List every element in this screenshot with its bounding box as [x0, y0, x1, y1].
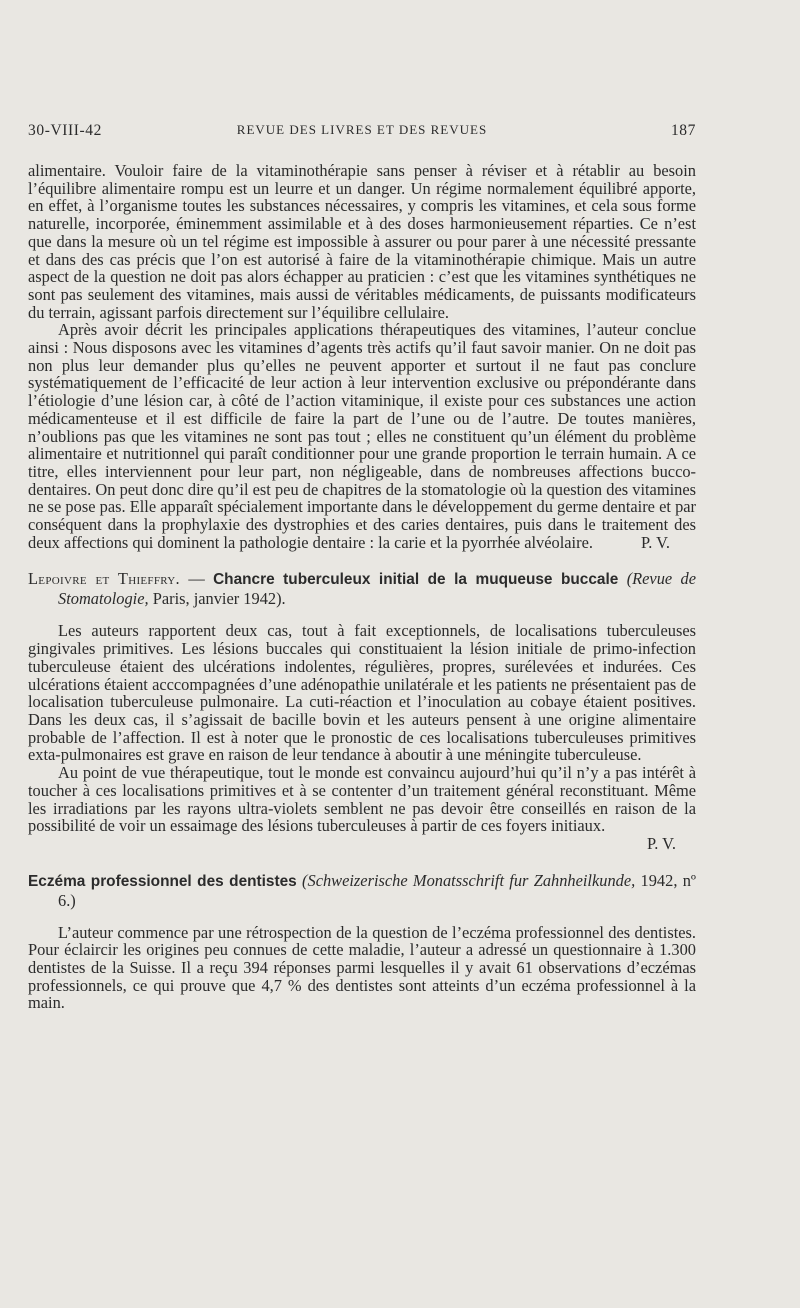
header-date: 30-VIII-42 — [28, 122, 103, 139]
paragraph: alimentaire. Vouloir faire de la vitaminothérapie sans penser à réviser et à rétablir au besoin l’équilibre alimentaire rompu est un leurre et un danger. Un régime normalement équilibré apporte, en effet, à l’organisme toutes les substances nécessaires, y compris les vitamines, et cela sous forme naturelle, incorporée, éminemment assimilable et à des doses harmonieusement réparties. Ce n’est que dans la mesure où un tel régime est impossible à assurer ou pour parer à une nécessité pressante et dans des cas précis que l’on est autorisé à faire de la vitaminothérapie chimique. Mais un autre aspect de la question ne doit pas alors échapper au praticien : c’est que les vitamines synthétiques ne sont pas seulement des vitamines, mais aussi de véritables médicaments, de puissants modificateurs du terrain, agissant parfois directement sur l’équilibre cellulaire. — [28, 161, 696, 322]
paragraph: L’auteur commence par une rétrospection de la question de l’eczéma professionnel des dentistes. Pour éclaircir les origines peu connues de cette maladie, l’auteur a adressé un questionnaire à 1.300 dentistes de la Suisse. Il a reçu 394 réponses parmi lesquelles il y avait 61 observations d’eczémas professionnels, ce qui prouve que 4,7 % des dentistes sont atteints d’un eczéma professionnel à la main. — [28, 922, 696, 1013]
article-authors: Lepoivre et Thieffry. — [28, 569, 180, 589]
paragraph-text: Après avoir décrit les principales applications thérapeutiques des vitamines, l’auteur conclue ainsi : Nous disposons avec les vitamines d’agents très actifs qu’il faut savoir manier. On ne doit pas non plus leur demander plus qu’elles ne peuvent apporter et surtout il ne faut pas conclure systématiquement de l’efficacité de leur action à leur intervention exclusive ou prépondérante dans l’étiologie d’une lésion car, à côté de l’action vitaminique, il existe pour ces substances une action médicamenteuse et il est difficile de faire la part de l’une ou de l’autre. De toutes manières, n’oublions pas que les vitamines ne sont pas tout ; elles ne constituent qu’un élément du problème alimentaire et nutritionnel qui paraît conditionner pour une grande proportion le terrain humain. A ce titre, elles interviennent pour leur part, non négligeable, dans de nombreuses affections bucco-dentaires. On peut donc dire qu’il est peu de chapitres de la stomatologie où la question des vitamines ne se pose pas. Elle apparaît spécialement importante dans le développement du germe dentaire et par conséquent dans la prophylaxie des dystrophies et des caries dentaires, puis dans le traitement des deux affections qui dominent la pathologie dentaire : la carie et la pyorrhée alvéolaire. — [28, 320, 696, 552]
spacer — [28, 608, 696, 622]
article-source: (Schweizerische Monatsschrift fur Zahnheilkunde, — [302, 870, 636, 890]
spacer — [28, 910, 696, 924]
signature: P. V. — [646, 833, 676, 853]
article-heading — [28, 569, 696, 608]
paragraph: Les auteurs rapportent deux cas, tout à fait exceptionnels, de localisations tuberculeuses gingivales primitives. Les lésions buccales qui constituaient la lésion initiale de primo-infection tuberculeuse étaient des ulcérations indolentes, régulières, propres, surélevées et indurées. Ces ulcérations étaient acccompagnées d’une adénopathie unilatérale et les patients ne présentaient pas de localisation tuberculeuse pulmonaire. La cuti-réaction et l’inoculation au cobaye étaient positives. Dans les deux cas, il s’agissait de bacille bovin et les auteurs pensent à une origine alimentaire probable de l’affection. Il est à noter que le pronostic de ces localisations tuberculeuses primitives exta-pulmonaires est grave en raison de leur tendance à aboutir à une méningite tuberculeuse. — [28, 621, 696, 765]
paragraph: Au point de vue thérapeutique, tout le monde est convaincu aujourd’hui qu’il n’y a pas intérêt à toucher à ces localisations primitives et à se contenter d’un traitement général reconstituant. Même les irradiations par les rayons ultra-violets semblent ne pas devoir être conseillés en raison de la possibilité de voir un essaimage des lésions tuberculeuses à partir de ces foyers initiaux. — [28, 763, 696, 836]
heading-dash: — — [188, 569, 205, 589]
article-source: (Revue de Stomatologie, — [58, 569, 696, 609]
body-text — [28, 162, 696, 1012]
article-heading — [28, 871, 696, 910]
header-running-title: REVUE DES LIVRES ET DES REVUES — [236, 122, 488, 137]
article-title: Chancre tuberculeux initial de la muqueuse buccale — [213, 571, 619, 589]
article-source-details: 1942, nº 6.) — [58, 870, 696, 910]
paragraph — [28, 321, 696, 551]
article-title: Eczéma professionnel des dentistes — [28, 872, 297, 890]
article-source-details: Paris, janvier 1942). — [152, 589, 286, 609]
running-header — [28, 122, 696, 142]
page-number: 187 — [670, 122, 696, 139]
signature: P. V. — [640, 532, 670, 552]
